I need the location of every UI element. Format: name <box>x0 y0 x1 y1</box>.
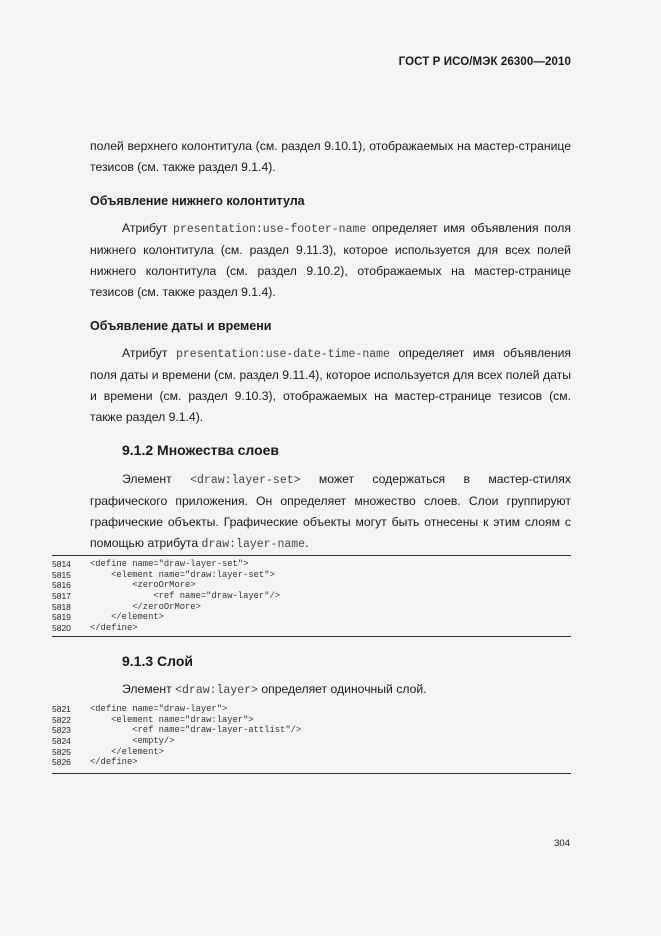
code-line <box>52 570 571 581</box>
line-number: 5816 <box>52 580 71 591</box>
standard-header: ГОСТ Р ИСО/МЭК 26300—2010 <box>398 56 571 68</box>
code-line <box>52 757 571 768</box>
page-number: 304 <box>554 838 570 849</box>
footer-declaration-text <box>90 218 571 303</box>
line-number: 5814 <box>52 559 71 569</box>
attribute-name: presentation:use-footer-name <box>173 223 367 236</box>
line-number: 5824 <box>52 736 71 747</box>
datetime-declaration-body <box>90 343 571 428</box>
paragraph-continuation <box>90 136 571 178</box>
footer-declaration-body <box>90 218 571 303</box>
text-fragment: Элемент <box>122 472 191 486</box>
code-line <box>52 747 571 758</box>
section-9-1-2-body <box>90 469 571 555</box>
element-name: <draw:layer-set> <box>190 474 301 487</box>
text-fragment: Атрибут <box>122 346 176 360</box>
line-number: 5818 <box>52 601 71 612</box>
text-fragment: определяет одиночный слой. <box>257 682 427 696</box>
text-fragment: может содержаться в мастер-стилях графического приложения. Он определяет множество слоев. Слои группируют графические объекты. Графические объекты могут быть отнесены к этим слоям с помощью атрибута <box>90 472 571 550</box>
attribute-name: draw:layer-name <box>201 538 306 551</box>
line-number: 5823 <box>52 725 71 736</box>
code-text: </element> <box>90 746 164 757</box>
code-text: <element name="draw:layer-set"> <box>90 569 275 580</box>
section-text <box>90 469 571 555</box>
section-9-1-3 <box>90 652 571 670</box>
code-line <box>52 725 571 736</box>
code-listing-layer-set <box>52 555 571 637</box>
text-fragment: Элемент <box>122 682 176 696</box>
line-number: 5821 <box>52 704 71 714</box>
datetime-declaration-section <box>90 317 571 335</box>
line-number: 5820 <box>52 623 71 634</box>
footer-declaration-section <box>90 192 571 210</box>
element-name: <draw:layer> <box>175 684 258 697</box>
section-9-1-3-body <box>90 679 571 701</box>
code-listing-layer <box>52 703 571 774</box>
code-text: </define> <box>90 757 138 768</box>
datetime-declaration-heading: Объявление даты и времени <box>90 319 272 333</box>
line-number: 5822 <box>52 714 71 725</box>
line-number: 5826 <box>52 757 71 768</box>
section-heading: 9.1.3 Слой <box>122 653 194 669</box>
line-number: 5825 <box>52 746 71 757</box>
line-number: 5817 <box>52 591 71 602</box>
datetime-declaration-text <box>90 343 571 428</box>
code-text: <define name="draw-layer-set"> <box>90 559 249 569</box>
code-text: <ref name="draw-layer"/> <box>90 591 281 602</box>
text-fragment: . <box>305 536 309 550</box>
code-line <box>52 736 571 747</box>
text-fragment: определяет имя объявления поля нижнего колонтитула (см. раздел 9.11.3), которое используется для всех полей нижнего колонтитула (см. раздел 9.10.2), отображаемых на мастер-странице тезисов (см. также раздел 9.1.4). <box>90 221 571 299</box>
code-text: <define name="draw-layer"> <box>90 704 228 714</box>
code-text: </element> <box>90 612 164 623</box>
attribute-name: presentation:use-date-time-name <box>175 348 390 361</box>
code-text: <zeroOrMore> <box>90 580 196 591</box>
text-fragment: Атрибут <box>122 221 174 235</box>
code-text: <ref name="draw-layer-attlist"/> <box>90 725 302 736</box>
code-text: </zeroOrMore> <box>90 601 201 612</box>
code-text: </define> <box>90 623 138 634</box>
code-line <box>52 623 571 634</box>
code-line <box>52 602 571 613</box>
line-number: 5815 <box>52 569 71 580</box>
section-text <box>90 679 571 701</box>
line-number: 5819 <box>52 612 71 623</box>
code-text: <empty/> <box>90 736 175 747</box>
code-text: <element name="draw:layer"> <box>90 714 254 725</box>
footer-declaration-heading: Объявление нижнего колонтитула <box>90 194 305 208</box>
paragraph-text: полей верхнего колонтитула (см. раздел 9.10.1), отображаемых на мастер-странице тезисов (см. также раздел 9.1.4). <box>90 139 571 174</box>
section-heading: 9.1.2 Множества слоев <box>122 442 280 458</box>
code-line <box>52 580 571 591</box>
code-line <box>52 559 571 570</box>
code-line <box>52 715 571 726</box>
text-fragment: определяет имя объявления поля даты и времени (см. раздел 9.11.4), которое используется для всех полей даты и времени (см. раздел 9.10.3), отображаемых на мастер-странице тезисов (см. также раздел 9.1.4). <box>90 346 571 424</box>
code-line <box>52 591 571 602</box>
code-line <box>52 612 571 623</box>
code-line <box>52 704 571 715</box>
section-9-1-2 <box>90 441 571 459</box>
